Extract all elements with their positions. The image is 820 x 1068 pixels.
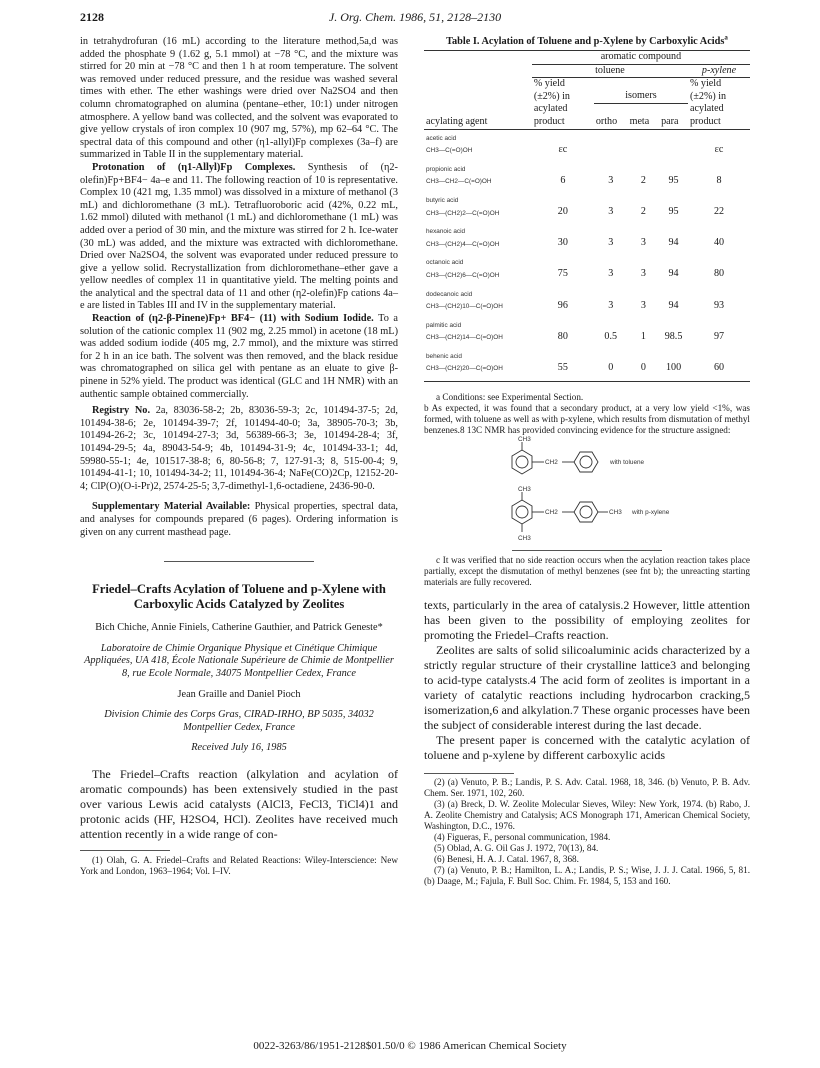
acid-formula: CH3—CH2—C(=O)OH bbox=[426, 178, 492, 186]
yield-toluene-cell: εc bbox=[558, 143, 568, 155]
aromatic-circle-2b bbox=[580, 506, 592, 518]
registry-paragraph bbox=[80, 405, 398, 493]
yield-pxylene-cell: 93 bbox=[713, 299, 725, 311]
acid-name: palmitic acid bbox=[426, 321, 462, 329]
acylating-agent-cell bbox=[424, 254, 532, 285]
aromatic-circle-1b bbox=[580, 456, 592, 468]
supplementary-paragraph bbox=[80, 501, 398, 539]
yield-pxylene-cell: 97 bbox=[713, 330, 725, 342]
yield-pxylene-cell: 40 bbox=[713, 237, 725, 249]
protonation-heading: Protonation of (η1-Allyl)Fp Complexes. bbox=[92, 161, 296, 173]
yield-toluene-cell: 30 bbox=[557, 237, 568, 249]
acylating-agent-cell bbox=[424, 317, 532, 348]
acid-formula: CH3—(CH2)2—C(=O)OH bbox=[426, 209, 500, 217]
yield-toluene-cell: 80 bbox=[557, 330, 568, 342]
header-isomers: isomers bbox=[594, 78, 688, 104]
protonation-paragraph bbox=[80, 162, 398, 313]
ortho-cell: 3 bbox=[608, 237, 614, 249]
body-paragraph-3: The present paper is concerned with the catalytic acylation of toluene and p-xylene by different carboxylic acids bbox=[424, 733, 750, 763]
para-cell: 94 bbox=[668, 268, 679, 280]
reference-item: (2) (a) Venuto, P. B.; Landis, P. S. Adv. Catal. 1968, 18, 346. (b) Venuto, P. B. Adv. Chem. Ser. 1971, 102, 260. bbox=[424, 777, 750, 799]
acid-formula: CH3—(CH2)4—C(=O)OH bbox=[426, 240, 500, 248]
reference-item: (5) Oblad, A. G. Oil Gas J. 1972, 70(13), 84. bbox=[434, 843, 599, 854]
registry-heading: Registry No. bbox=[92, 405, 151, 417]
ortho-cell: 3 bbox=[608, 205, 614, 217]
footnote-rule bbox=[80, 850, 170, 851]
header-ortho: ortho bbox=[595, 115, 618, 127]
reaction-heading: Reaction of (η2-β-Pinene)Fp+ BF4− (11) with Sodium Iodide. bbox=[92, 313, 374, 325]
meta-cell: 1 bbox=[640, 330, 646, 342]
meta-cell bbox=[628, 129, 660, 161]
footnote-1: (1) Olah, G. A. Friedel–Crafts and Related Reactions: Wiley-Interscience: New York and London, 1963–1964; Vol. I–IV. bbox=[80, 854, 398, 876]
dismutation-structures bbox=[424, 436, 750, 542]
svg-text:CH2: CH2 bbox=[545, 509, 558, 517]
yield-pxylene-cell: 80 bbox=[713, 268, 725, 280]
acid-name: behenic acid bbox=[426, 352, 462, 360]
acylating-agent-cell bbox=[424, 223, 532, 254]
meta-cell: 0 bbox=[640, 361, 646, 373]
acid-formula: CH3—(CH2)14—C(=O)OH bbox=[426, 334, 503, 342]
meta-cell: 2 bbox=[640, 205, 646, 217]
right-column bbox=[424, 33, 750, 887]
svg-text:CH2: CH2 bbox=[545, 459, 558, 467]
header-para: para bbox=[661, 115, 679, 127]
table-row bbox=[424, 317, 750, 348]
reference-item: (3) (a) Breck, D. W. Zeolite Molecular Sieves, Wiley: New York, 1974. (b) Rabo, J. A. Zeolite Chemistry and Catalysis; ACS Monograph 171, American Chemical Society, Washington, D.C., 1976. bbox=[424, 799, 750, 832]
acid-formula: CH3—(CH2)20—C(=O)OH bbox=[426, 365, 503, 373]
meta-cell: 2 bbox=[640, 174, 646, 186]
para-cell: 95 bbox=[668, 174, 679, 186]
ortho-cell: 3 bbox=[608, 299, 614, 311]
table-row bbox=[424, 161, 750, 192]
para-cell: 94 bbox=[668, 237, 679, 249]
reference-item: (6) Benesi, H. A. J. Catal. 1967, 8, 368. bbox=[434, 854, 579, 865]
acid-name: acetic acid bbox=[426, 134, 457, 142]
table-note-b: b As expected, it was found that a secondary product, at a very low yield <1%, was formed, with toluene as well as with p-xylene, which results from dismutation of methyl benzenes.8 13C NMR has provided convincing evidence for the structure assigned: bbox=[424, 403, 750, 436]
acylating-agent-cell bbox=[424, 348, 532, 379]
acylation-table bbox=[424, 50, 750, 379]
left-column bbox=[80, 36, 398, 877]
acid-name: butyric acid bbox=[426, 196, 459, 204]
separator-rule bbox=[164, 561, 314, 562]
refs-rule bbox=[424, 773, 514, 774]
ortho-cell: 0 bbox=[608, 361, 614, 373]
para-cell: 98.5 bbox=[664, 330, 683, 342]
acid-name: dodecanoic acid bbox=[426, 290, 473, 298]
experimental-paragraph: in tetrahydrofuran (16 mL) according to the literature method,5a,d was added the phosphate 9 (1.62 g, 5.1 mmol) at −78 °C, and the mixture was stirred for 20 min at −78 °C and then 1 h at room temperature. The solvent was removed under reduced pressure, and the residue was washed several times with ether. The ether washings were dried over Na2SO4 and then column chromatographed on alumina (pentane–ether, 10:1) under nitrogen atmosphere. A yellow band was collected, and the solvent was evaporated to give yellow crystals of iron complex 10 (907 mg, 57%), mp 62–64 °C. The spectral data of this compound and other (η1-allyl)Fp complexes (3a–f) are summarized in Table II in the supplementary material. bbox=[80, 36, 398, 161]
yield-pxylene-cell: 60 bbox=[713, 361, 725, 373]
yield-toluene-cell: 55 bbox=[557, 361, 568, 373]
intro-paragraph: The Friedel–Crafts reaction (alkylation and acylation of aromatic compounds) has been extensively studied in the past over various Lewis acid catalysts (AlCl3, FeCl3, TiCl4)1 and protonic acids (HF, H2SO4, HCl). Zeolites have received much attention recently in a wide range of con- bbox=[80, 766, 398, 841]
aromatic-circle-1a bbox=[516, 456, 528, 468]
header-yield-pxylene: % yield (±2%) in acylated product bbox=[690, 78, 727, 127]
ortho-cell: 3 bbox=[608, 268, 614, 280]
header-toluene: toluene bbox=[532, 64, 688, 78]
para-cell bbox=[659, 129, 688, 161]
supplementary-text: Physical properties, spectral data, and analyses for compounds prepared (6 pages). Ordering information is given on any current masthead page. bbox=[80, 501, 399, 538]
struct-label-toluene: with toluene bbox=[610, 459, 645, 467]
table-row bbox=[424, 129, 750, 161]
table-row bbox=[424, 348, 750, 379]
para-cell: 94 bbox=[668, 299, 679, 311]
para-cell: 100 bbox=[665, 361, 682, 373]
yield-pxylene-cell: εc bbox=[714, 143, 724, 155]
acylating-agent-cell bbox=[424, 129, 532, 161]
affiliation-1: Laboratoire de Chimie Organique Physique et Cinétique Chimique Appliquées, UA 418, École Nationale Supérieure de Chimie de Montpellier 8, rue Ecole Normale, 34075 Montpellier Cedex, France bbox=[84, 642, 394, 679]
yield-toluene-cell: 20 bbox=[557, 205, 568, 217]
journal-citation: J. Org. Chem. 1986, 51, 2128–2130 bbox=[328, 10, 502, 24]
svg-text:CH3: CH3 bbox=[609, 509, 622, 517]
benzene-ring-1a bbox=[512, 450, 532, 474]
acid-name: octanoic acid bbox=[426, 259, 464, 267]
header-meta: meta bbox=[629, 115, 650, 127]
benzene-ring-2a bbox=[512, 500, 532, 524]
table-note-c: c It was verified that no side reaction occurs when the acylation reaction takes place partially, except the dismutation of methyl benzenes (see fnt b); the unreacting starting materials are fully recovered. bbox=[424, 555, 750, 588]
reference-item: (7) (a) Venuto, P. B.; Hamilton, L. A.; Landis, P. S.; Wise, J. J. J. Catal. 1966, 5, 81. (b) Daage, M.; Fajula, F. Bull Soc. Chim. Fr. 1984, 5, 153 and 160. bbox=[424, 865, 750, 887]
references-list bbox=[424, 777, 750, 887]
benzene-ring-2b bbox=[574, 502, 598, 522]
affiliation-2: Division Chimie des Corps Gras, CIRAD-IRHO, BP 5035, 34032 Montpellier Cedex, France bbox=[104, 709, 374, 733]
reaction-paragraph bbox=[80, 313, 398, 401]
struct-label-pxylene: with p-xylene bbox=[632, 509, 670, 517]
page-number: 2128 bbox=[80, 10, 104, 24]
para-cell: 95 bbox=[668, 205, 679, 217]
received-date: Received July 16, 1985 bbox=[191, 742, 287, 754]
authors-2: Jean Graille and Daniel Pioch bbox=[177, 688, 301, 700]
header-aromatic: aromatic compound bbox=[532, 51, 750, 65]
header-yield-toluene: % yield (±2%) in acylated product bbox=[533, 78, 570, 127]
acid-name: propionic acid bbox=[426, 165, 466, 173]
ortho-cell bbox=[594, 129, 628, 161]
footer: 0022-3263/86/1951-2128$01.50/0 © 1986 American Chemical Society bbox=[253, 1040, 567, 1052]
table-row bbox=[424, 254, 750, 285]
article-title: Friedel–Crafts Acylation of Toluene and p-Xylene with Carboxylic Acids Catalyzed by Zeolites bbox=[92, 582, 386, 612]
svg-text:CH3: CH3 bbox=[518, 436, 531, 444]
table-title: Table I. Acylation of Toluene and p-Xylene by Carboxylic Acids$^a$ bbox=[446, 33, 728, 47]
acid-name: hexanoic acid bbox=[426, 228, 466, 236]
body-paragraph-2: Zeolites are salts of solid silicoaluminic acids characterized by a strictly regular structure of their crystalline lattice3 and belonging to acid-type catalysts.4 The acid form of zeolites is important in a variety of catalytic reactions including hydrocarbon cracking,5 isomerization,6 and alkylation.7 These organic processes have been the subject of considerable interest during the last decade. bbox=[424, 643, 750, 733]
yield-pxylene-cell: 8 bbox=[716, 174, 722, 186]
header-agent: acylating agent bbox=[426, 115, 488, 127]
meta-cell: 3 bbox=[640, 268, 646, 280]
table-note-a: a Conditions: see Experimental Section. bbox=[436, 392, 584, 403]
ortho-cell: 3 bbox=[608, 174, 614, 186]
yield-toluene-cell: 96 bbox=[557, 299, 568, 311]
authors-1: Bich Chiche, Annie Finiels, Catherine Gauthier, and Patrick Geneste* bbox=[95, 622, 383, 634]
body-paragraph-1: texts, particularly in the area of catalysis.2 However, little attention has been given to the possibility of employing zeolites for promoting the Friedel–Crafts reaction. bbox=[424, 598, 750, 643]
acylating-agent-cell bbox=[424, 286, 532, 317]
registry-text: 2a, 83036-58-2; 2b, 83036-59-3; 2c, 101494-37-5; 2d, 101494-38-6; 2e, 101494-39-7; 2f, 101494-40-0; 3a, 38905-70-3; 3b, 101494-26-2; 3c, 101494-27-3; 3d, 56389-66-3; 3e, 101494-28-4; 3f, 101494-29-5; 4a, 89043-54-9; 4b, 101494-31-9; 4c, 101494-33-1; 4d, 59980-55-1; 4e, 101517-38-8; 6, 80-56-8; 7, 127-91-3; 8, 515-00-4; 9, 101494-41-1; 10, 101494-34-2; 11, 101494-36-4; NaFe(CO)2Cp, 12152-20-4; ClP(O)(O-i-Pr)2, 2574-25-5; 3,7-dimethyl-1,6-octadiene, 2436-90-0. bbox=[80, 405, 398, 492]
header-pxylene: p-xylene bbox=[688, 64, 750, 78]
table-row bbox=[424, 223, 750, 254]
acylating-agent-cell bbox=[424, 161, 532, 192]
acylating-agent-cell bbox=[424, 192, 532, 223]
supplementary-heading: Supplementary Material Available: bbox=[92, 501, 251, 513]
acid-formula: CH3—(CH2)10—C(=O)OH bbox=[426, 303, 503, 311]
yield-toluene-cell: 75 bbox=[557, 268, 568, 280]
reference-item: (4) Figueras, F., personal communication, 1984. bbox=[434, 832, 611, 843]
meta-cell: 3 bbox=[640, 299, 646, 311]
ortho-cell: 0.5 bbox=[604, 330, 618, 342]
yield-toluene-cell: 6 bbox=[560, 174, 566, 186]
aromatic-circle-2a bbox=[516, 506, 528, 518]
table-row bbox=[424, 286, 750, 317]
reaction-text: To a solution of the cationic complex 11 (902 mg, 2.25 mmol) in acetone (18 mL) was added sodium iodide (405 mg, 2.7 mmol), and the mixture was stirred for 2 h in an ice bath. The solvent was then removed, and the black residue was chromatographed on silica gel with pentane as an eluate to give β-pinene in 52% yield. The product was identical (GLC and 1H NMR) with an authentic sample obtained commercially. bbox=[80, 313, 398, 400]
meta-cell: 3 bbox=[640, 237, 646, 249]
svg-text:CH3: CH3 bbox=[518, 486, 531, 494]
acid-formula: CH3—C(=O)OH bbox=[426, 147, 473, 155]
acid-formula: CH3—(CH2)6—C(=O)OH bbox=[426, 271, 500, 279]
benzene-ring-1b bbox=[574, 452, 598, 472]
protonation-text: Synthesis of (η2-olefin)Fp+BF4− 4a–e and 11. The following reaction of 10 is representative. Complex 10 (421 mg, 1.35 mmol) was dissolved in a mixture of methanol (3 mL) and dichloromethane (3 mL). Tetrafluoroboric acid (42%, 0.22 mL, 1.62 mmol) diluted with methanol (1 mL) and dichloromethane (1 mL) was added over a period of 30 min, and the mixture was stirred for 2 h. Ice-water (30 mL) was added, and the mixture was extracted with dichloromethane. Dried over Na2SO4, the solvent was evaporated under reduced pressure to give a yellow solid. Recrystallization from dichloromethane–ether gave a yellow needles of complex 11 in quantitative yield. The melting points and the analytical and the spectral data of 11 and other (η2-olefin)Fp cations 4a–e are listed in Tables III and IV in the supplementary material. bbox=[80, 161, 398, 312]
note-rule bbox=[512, 550, 662, 551]
yield-pxylene-cell: 22 bbox=[713, 205, 725, 217]
svg-text:CH3: CH3 bbox=[518, 535, 531, 543]
table-row bbox=[424, 192, 750, 223]
running-header bbox=[80, 10, 750, 26]
